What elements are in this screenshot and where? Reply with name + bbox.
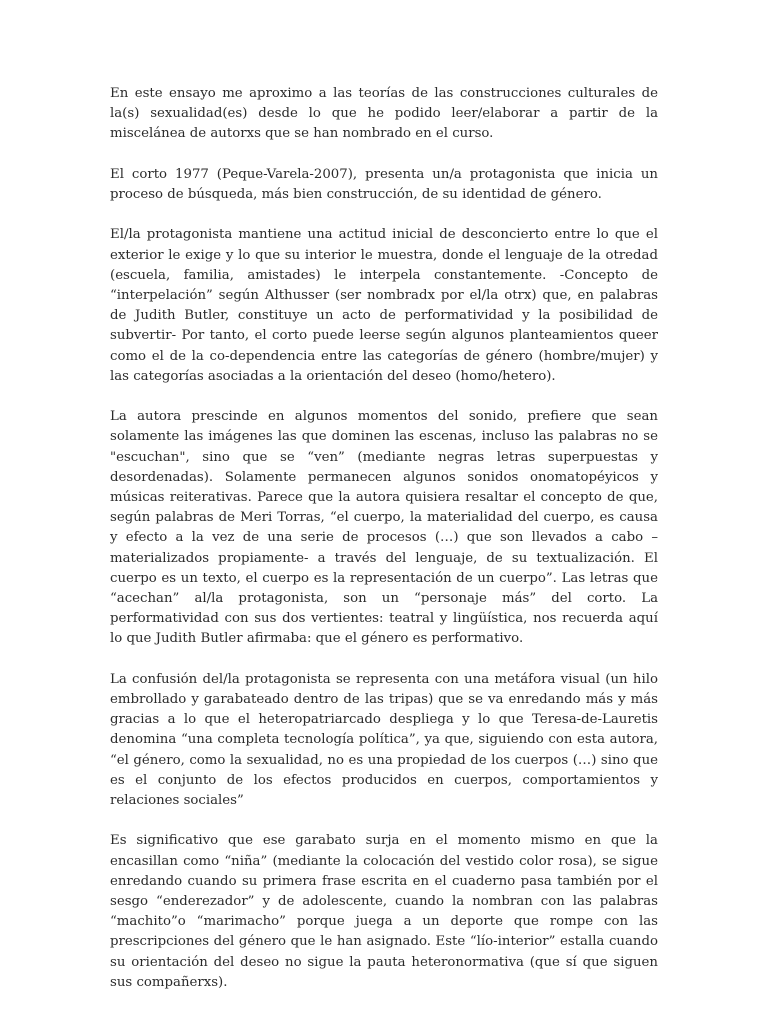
paragraph-intro: En este ensayo me aproximo a las teorías de las construcciones culturales de la(s) sexualidad(es) desde lo que he podido leer/elaborar a partir de la miscelánea de autorxs que se han nombrado en el curso. (110, 86, 658, 142)
document-page (110, 84, 658, 993)
paragraph-protagonist: El/la protagonista mantiene una actitud inicial de desconcierto entre lo que el exterior le exige y lo que su interior le muestra, donde el lenguaje de la otredad (escuela, familia, amistades) le interpela constantemente. -Concepto de “interpelación” según Althusser (ser nombradx por el/la otrx) que, en palabras de Judith Butler, constituye un acto de performatividad y la posibilidad de subvertir- Por tanto, el corto puede leerse según algunos planteamientos queer como el de la co-dependencia entre las categorías de género (hombre/mujer) y las categorías asociadas a la orientación del deseo (homo/hetero). (110, 227, 658, 384)
paragraph-confusion: La confusión del/la protagonista se representa con una metáfora visual (un hilo embrollado y garabateado dentro de las tripas) que se va enredando más y más gracias a lo que el heteropatriarcado despliega y lo que Teresa-de-Lauretis denomina “una completa tecnología política”, ya que, siguiendo con esta autora, “el género, como la sexualidad, no es una propiedad de los cuerpos (…) sino que es el conjunto de los efectos producidos en cuerpos, comportamientos y relaciones sociales” (110, 671, 658, 809)
paragraph-scribble: Es significativo que ese garabato surja en el momento mismo en que la encasillan como “niña” (mediante la colocación del vestido color rosa), se sigue enredando cuando su primera frase escrita en el cuaderno pasa también por el sesgo “enderezador” y de adolescente, cuando la nombran con las palabras “machito”o “marimacho” porque juega a un deporte que rompe con las prescripciones del género que le han asignado. Este “lío-interior” estalla cuando su orientación del deseo no sigue la pauta heteronormativa (que sí que siguen sus compañerxs). (110, 833, 658, 990)
paragraph-film-summary: El corto 1977 (Peque-Varela-2007), presenta un/a protagonista que inicia un proceso de búsqueda, más bien construcción, de su identidad de género. (110, 166, 658, 202)
paragraph-sound: La autora prescinde en algunos momentos del sonido, prefiere que sean solamente las imágenes las que dominen las escenas, incluso las palabras no se "escuchan", sino que se “ven” (mediante negras letras superpuestas y desordenadas). Solamente permanecen algunos sonidos onomatopéyicos y músicas reiterativas. Parece que la autora quisiera resaltar el concepto de que, según palabras de Meri Torras, “el cuerpo, la materialidad del cuerpo, es causa y efecto a la vez de una serie de procesos (…) que son llevados a cabo –materializados propiamente- a través del lenguaje, de su textualización. El cuerpo es un texto, el cuerpo es la representación de un cuerpo”. Las letras que “acechan” al/la protagonista, son un “personaje más” del corto. La performatividad con sus dos vertientes: teatral y lingüística, nos recuerda aquí lo que Judith Butler afirmaba: que el género es performativo. (110, 409, 658, 647)
